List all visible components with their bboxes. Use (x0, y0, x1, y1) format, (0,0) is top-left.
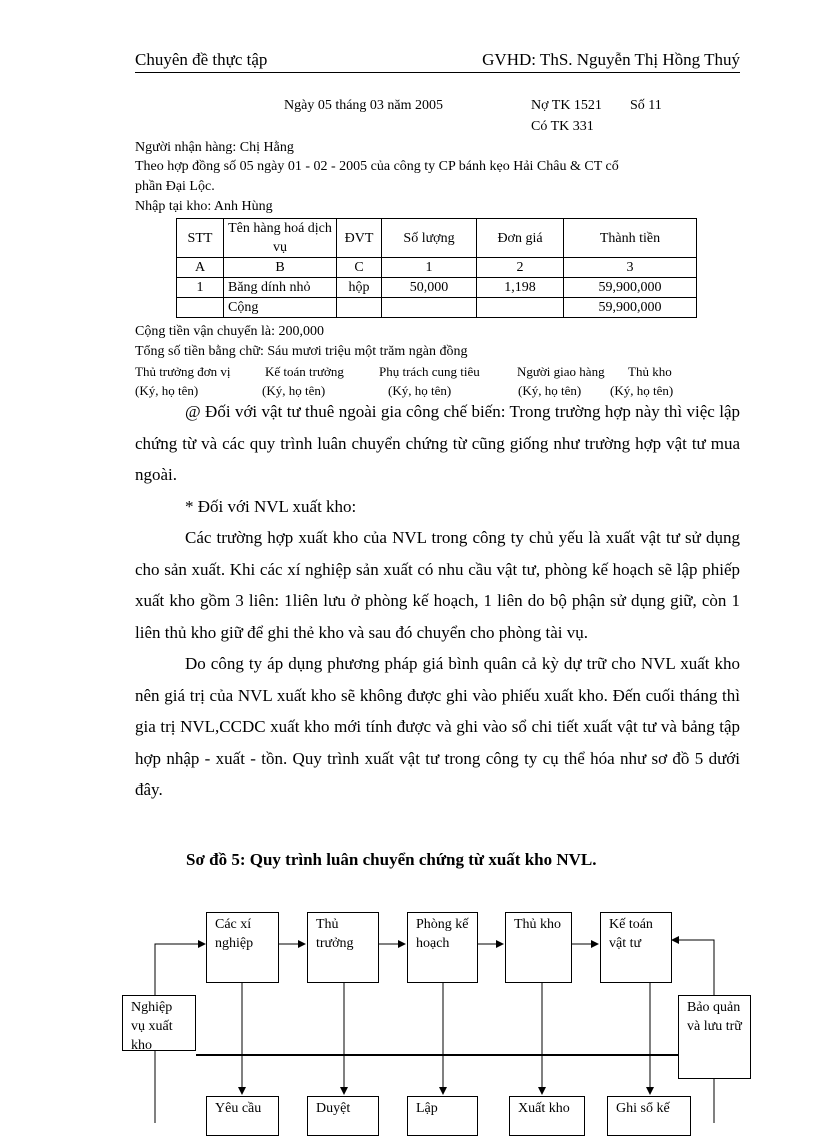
voucher-number: Số 11 (630, 98, 662, 113)
transport-cost: Cộng tiền vận chuyển là: 200,000 (135, 324, 324, 339)
paragraph-heading-export: * Đối với NVL xuất kho: (185, 496, 357, 516)
amount-in-words: Tổng số tiền bằng chữ: Sáu mươi triệu một trăm ngàn đồng (135, 344, 468, 359)
box-storage: Bảo quản và lưu trữ (678, 995, 751, 1079)
code-c: C (337, 258, 382, 278)
voucher-credit: Có TK 331 (531, 119, 594, 134)
box-director: Thủ trưởng (307, 912, 379, 983)
sign-note-2: (Ký, họ tên) (262, 383, 326, 398)
code-b: B (224, 258, 337, 278)
box-request: Yêu cầu (206, 1096, 279, 1136)
row-qty: 50,000 (382, 278, 477, 298)
paragraph-export-cases: Các trường hợp xuất kho của NVL trong công ty chủ yếu là xuất vật tư sử dụng cho sản xuất. Khi các xí nghiệp sản xuất có nhu cầu vật tư, phòng kế hoạch sẽ lập phiếp xuất kho gồm 3 liên: 1liên lưu ở phòng kế hoạch, 1 liên do bộ phận sử dụng giữ, còn 1 liên thủ kho giữ để ghi thẻ kho và sau đó chuyển cho phòng tài vụ. (135, 528, 740, 642)
th-qty: Số lượng (382, 219, 477, 258)
arrow-left-up (155, 944, 205, 995)
signer-5: Thủ kho (628, 364, 672, 379)
box-storekeeper: Thủ kho (505, 912, 572, 983)
signer-4: Người giao hàng (517, 364, 605, 379)
header-left: Chuyên đề thực tập (135, 50, 268, 69)
box-record: Ghi sổ kế (607, 1096, 691, 1136)
sign-note-5: (Ký, họ tên) (610, 383, 674, 398)
voucher-debit: Nợ TK 1521 (531, 98, 602, 113)
th-price: Đơn giá (477, 219, 564, 258)
sign-note-1: (Ký, họ tên) (135, 383, 199, 398)
total-amount: 59,900,000 (564, 298, 697, 318)
receiver: Người nhận hàng: Chị Hằng (135, 140, 294, 155)
box-approve: Duyệt (307, 1096, 379, 1136)
signer-2: Kế toán trưởng (265, 364, 344, 379)
signer-1: Thủ trưởng đơn vị (135, 364, 231, 379)
header-right: GVHD: ThS. Nguyễn Thị Hồng Thuý (482, 50, 740, 69)
code-a: A (177, 258, 224, 278)
contract-line-2: phần Đại Lộc. (135, 179, 215, 194)
box-issue: Xuất kho (509, 1096, 585, 1136)
sign-note-4: (Ký, họ tên) (518, 383, 582, 398)
row-name: Băng dính nhỏ (224, 278, 337, 298)
th-amount: Thành tiền (564, 219, 697, 258)
box-enterprises: Các xí nghiệp (206, 912, 279, 983)
th-unit: ĐVT (337, 219, 382, 258)
contract-line-1: Theo hợp đồng số 05 ngày 01 - 02 - 2005 của công ty CP bánh kẹo Hải Châu & CT cổ (135, 159, 619, 174)
voucher-date: Ngày 05 tháng 03 năm 2005 (284, 98, 444, 113)
box-export-operation: Nghiệp vụ xuất kho (122, 995, 196, 1051)
code-2: 2 (477, 258, 564, 278)
sign-note-3: (Ký, họ tên) (388, 383, 452, 398)
paragraph-outsourced: @ Đối với vật tư thuê ngoài gia công chế biến: Trong trường hợp này thì việc lập chứng từ và các quy trình luân chuyển chứng từ cũng giống như trường hợp vật tư mua ngoài. (135, 402, 740, 484)
total-label: Cộng (224, 298, 337, 318)
box-create: Lập (407, 1096, 478, 1136)
paragraph-pricing: Do công ty áp dụng phương pháp giá bình quân cả kỳ dự trữ cho NVL xuất kho nên giá trị của NVL xuất kho sẽ không được ghi vào phiếu xuất kho. Đến cuối tháng thì gia trị NVL,CCDC xuất kho mới tính được và ghi vào sổ chi tiết xuất vật tư và bảng tập hợp nhập - xuất - tồn. Quy trình xuất vật tư trong công ty cụ thể hóa như sơ đồ 5 dưới đây. (135, 654, 740, 799)
signer-3: Phụ trách cung tiêu (379, 364, 480, 379)
box-planning: Phòng kế hoạch (407, 912, 478, 983)
code-3: 3 (564, 258, 697, 278)
arrow-right-up (672, 940, 714, 995)
row-amount: 59,900,000 (564, 278, 697, 298)
code-1: 1 (382, 258, 477, 278)
th-name: Tên hàng hoá dịch vụ (224, 219, 337, 258)
row-price: 1,198 (477, 278, 564, 298)
row-unit: hộp (337, 278, 382, 298)
row-stt: 1 (177, 278, 224, 298)
box-accountant: Kế toán vật tư (600, 912, 672, 983)
diagram-title: Sơ đồ 5: Quy trình luân chuyển chứng từ xuất kho NVL. (186, 850, 597, 869)
warehouse: Nhập tại kho: Anh Hùng (135, 199, 273, 214)
th-stt: STT (177, 219, 224, 258)
